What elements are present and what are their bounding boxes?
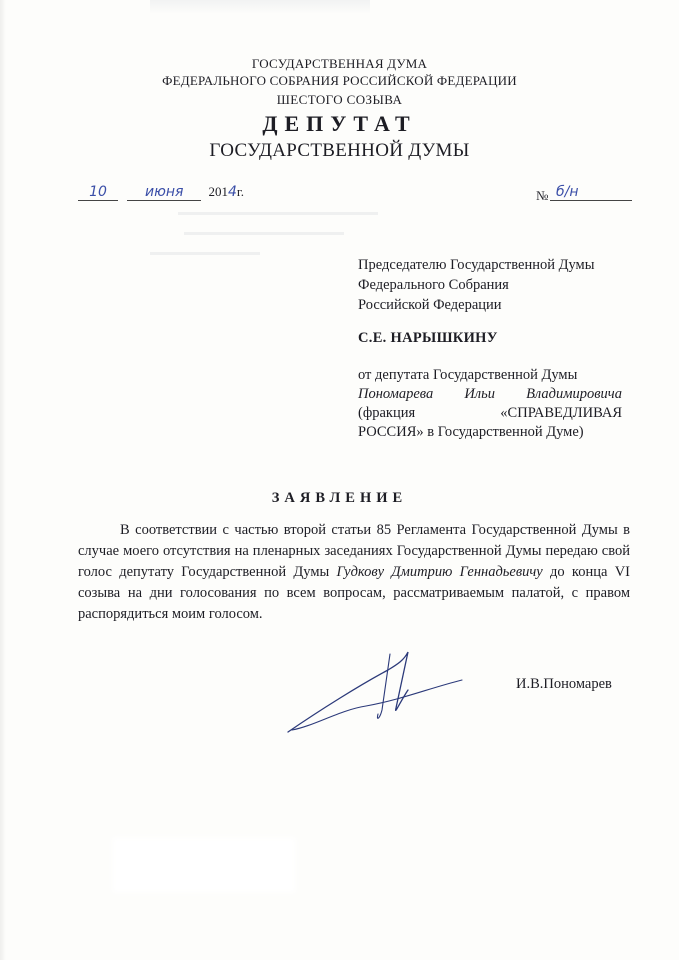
addressee-assembly: Федерального Собрания	[358, 277, 509, 293]
date-year-prefix: 201	[208, 184, 228, 199]
addressee-name: С.Е. НАРЫШКИНУ	[358, 330, 498, 346]
sender-name-word: Ильи	[464, 386, 495, 402]
faint-bleed-line	[184, 232, 344, 235]
addressee-country: Российской Федерации	[358, 297, 502, 313]
addressee-position: Председателю Государственной Думы	[358, 257, 595, 273]
statement-title: ЗАЯВЛЕНИЕ	[271, 490, 408, 506]
faint-bleed-line	[178, 212, 378, 215]
document-number: б/н	[550, 184, 632, 201]
handwritten-signature	[270, 640, 470, 750]
header-federal-assembly: ФЕДЕРАЛЬНОГО СОБРАНИЯ РОССИЙСКОЙ ФЕДЕРАЦИИ	[162, 73, 517, 88]
statement-text-end: до конца VI созыва на дни голосования по всем вопросам, рассматриваемым палатой, с правом распорядиться моим голосом.	[78, 564, 630, 622]
sender-faction	[358, 403, 622, 424]
proxy-name: Гудкову Дмитрию Геннадьевичу	[336, 564, 543, 580]
sender-faction-end: РОССИЯ» в Государственной Думе)	[358, 424, 584, 440]
header-duma: ГОСУДАРСТВЕННАЯ ДУМА	[251, 56, 428, 71]
statement-text: В соответствии с частью второй статьи 85 Регламента Государственной Думы в случае моего отсутствия на пленарных заседаниях Государственной Думы передаю свой голос депутату Государственной Думы	[78, 522, 630, 580]
header-convocation: ШЕСТОГО СОЗЫВА	[276, 92, 403, 107]
signer-name: И.В.Пономарев	[516, 676, 612, 692]
faint-bleed-line	[150, 252, 260, 255]
letterhead-subtitle: ГОСУДАРСТВЕННОЙ ДУМЫ	[209, 140, 470, 161]
sender-name-word: Владимировича	[526, 386, 622, 402]
number-label: №	[536, 188, 549, 203]
letterhead-title: ДЕПУТАТ	[262, 111, 417, 136]
redacted-area	[116, 841, 292, 889]
date-line	[78, 184, 244, 201]
sender-name	[358, 384, 622, 405]
date-day: 10	[78, 184, 118, 201]
sender-intro: от депутата Государственной Думы	[358, 367, 578, 383]
sender-name-word: Пономарева	[358, 386, 434, 402]
show-through-mark	[150, 0, 370, 14]
date-year-suffix: 4	[228, 184, 237, 200]
date-year-unit: г.	[236, 184, 245, 199]
date-month: июня	[127, 184, 201, 201]
sender-faction-word: (фракция	[358, 405, 416, 421]
sender-faction-word: «СПРАВЕДЛИВАЯ	[500, 405, 622, 421]
statement-body	[78, 520, 630, 625]
